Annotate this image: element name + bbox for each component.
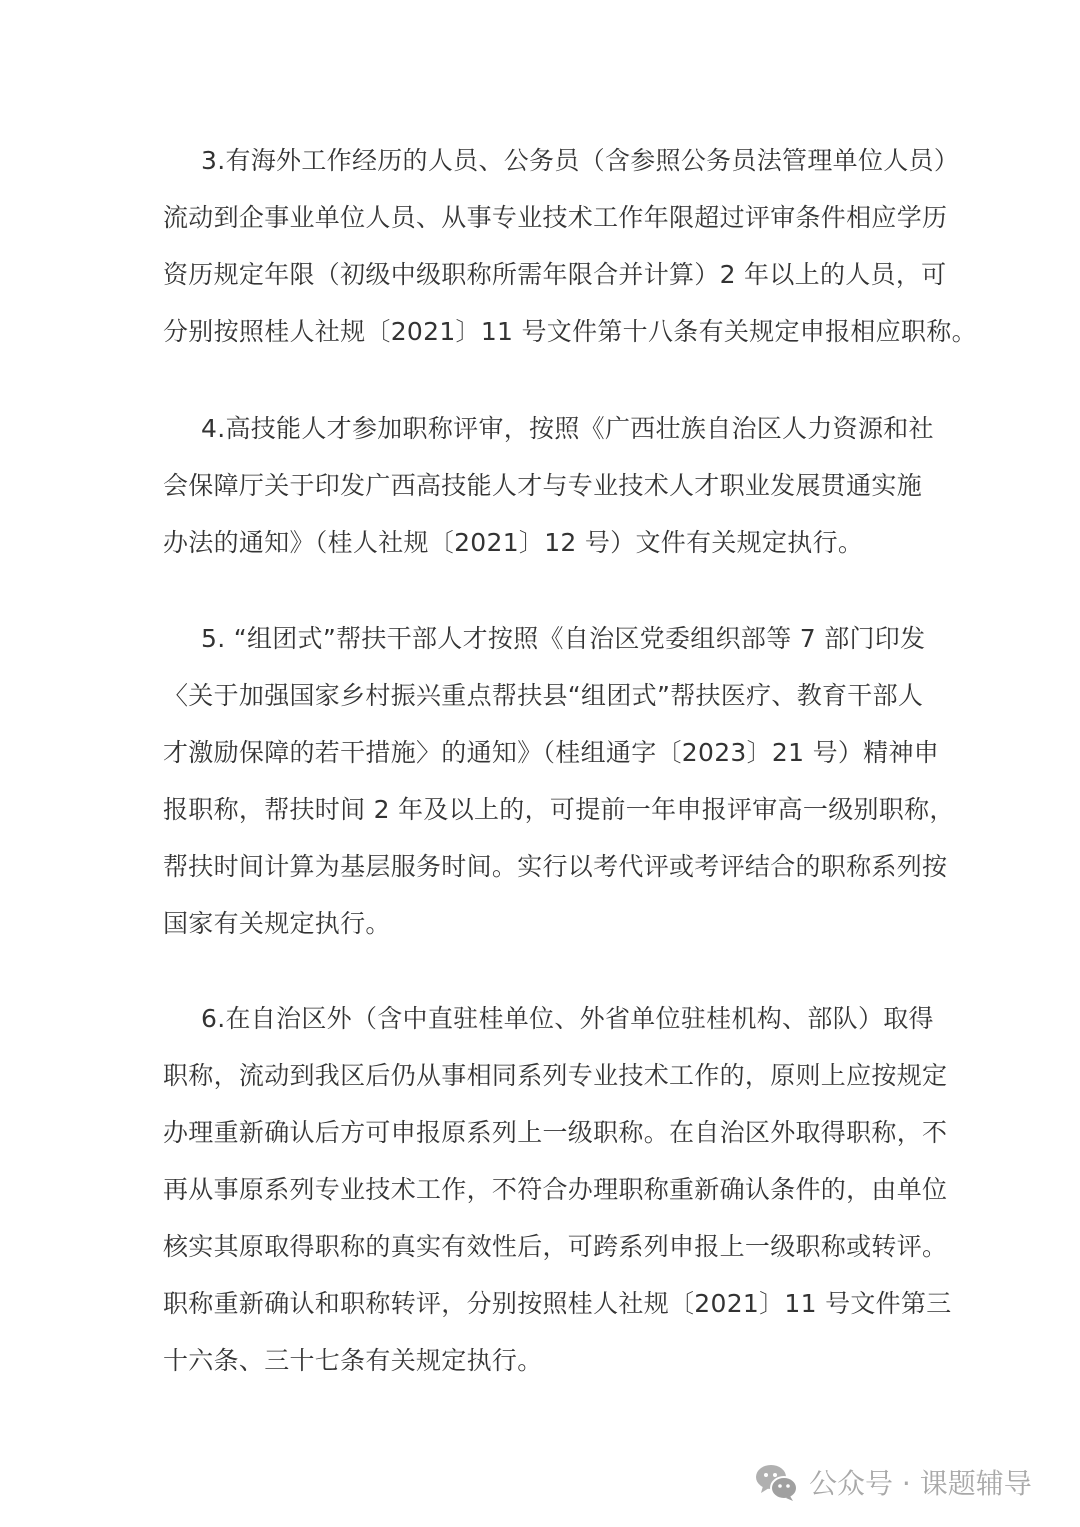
- text-line: 核实其原取得职称的真实有效性后，可跨系列申报上一级职称或转评。: [163, 1232, 948, 1261]
- watermark: [755, 1462, 1032, 1502]
- text-line: 6.在自治区外（含中直驻桂单位、外省单位驻桂机构、部队）取得: [201, 1004, 934, 1033]
- text-line: 流动到企事业单位人员、从事专业技术工作年限超过评审条件相应学历: [163, 203, 948, 232]
- text-line: 职称重新确认和职称转评，分别按照桂人社规〔2021〕11 号文件第三: [163, 1289, 952, 1318]
- wechat-icon: [755, 1462, 799, 1502]
- text-line: 资历规定年限（初级中级职称所需年限合并计算）2 年以上的人员，可: [163, 260, 947, 289]
- text-line: 5. “组团式”帮扶干部人才按照《自治区党委组织部等 7 部门印发: [201, 624, 926, 653]
- text-line: 办理重新确认后方可申报原系列上一级职称。在自治区外取得职称，不: [163, 1118, 948, 1147]
- text-line: 会保障厅关于印发广西高技能人才与专业技术人才职业发展贯通实施: [163, 471, 923, 500]
- text-line: 十六条、三十七条有关规定执行。: [163, 1346, 543, 1375]
- text-line: 4.高技能人才参加职称评审，按照《广西壮族自治区人力资源和社: [201, 414, 934, 443]
- watermark-text: 公众号 · 课题辅导: [809, 1467, 1032, 1500]
- text-line: 职称，流动到我区后仍从事相同系列专业技术工作的，原则上应按规定: [163, 1061, 948, 1090]
- paragraph-6: [163, 990, 952, 1389]
- paragraph-4: [163, 400, 934, 571]
- text-line: 分别按照桂人社规〔2021〕11 号文件第十八条有关规定申报相应职称。: [163, 317, 977, 346]
- text-line: 办法的通知》（桂人社规〔2021〕12 号）文件有关规定执行。: [163, 528, 864, 557]
- text-line: 再从事原系列专业技术工作，不符合办理职称重新确认条件的，由单位: [163, 1175, 948, 1204]
- text-line: 国家有关规定执行。: [163, 909, 391, 938]
- paragraph-5: [163, 610, 955, 952]
- text-line: 〈关于加强国家乡村振兴重点帮扶县“组团式”帮扶医疗、教育干部人: [163, 681, 924, 710]
- text-line: 3.有海外工作经历的人员、公务员（含参照公务员法管理单位人员）: [201, 146, 960, 175]
- text-line: 帮扶时间计算为基层服务时间。实行以考代评或考评结合的职称系列按: [163, 852, 948, 881]
- text-line: 才激励保障的若干措施〉的通知》（桂组通字〔2023〕21 号）精神申: [163, 738, 940, 767]
- paragraph-3: [163, 132, 977, 360]
- text-line: 报职称，帮扶时间 2 年及以上的，可提前一年申报评审高一级别职称，: [163, 795, 955, 824]
